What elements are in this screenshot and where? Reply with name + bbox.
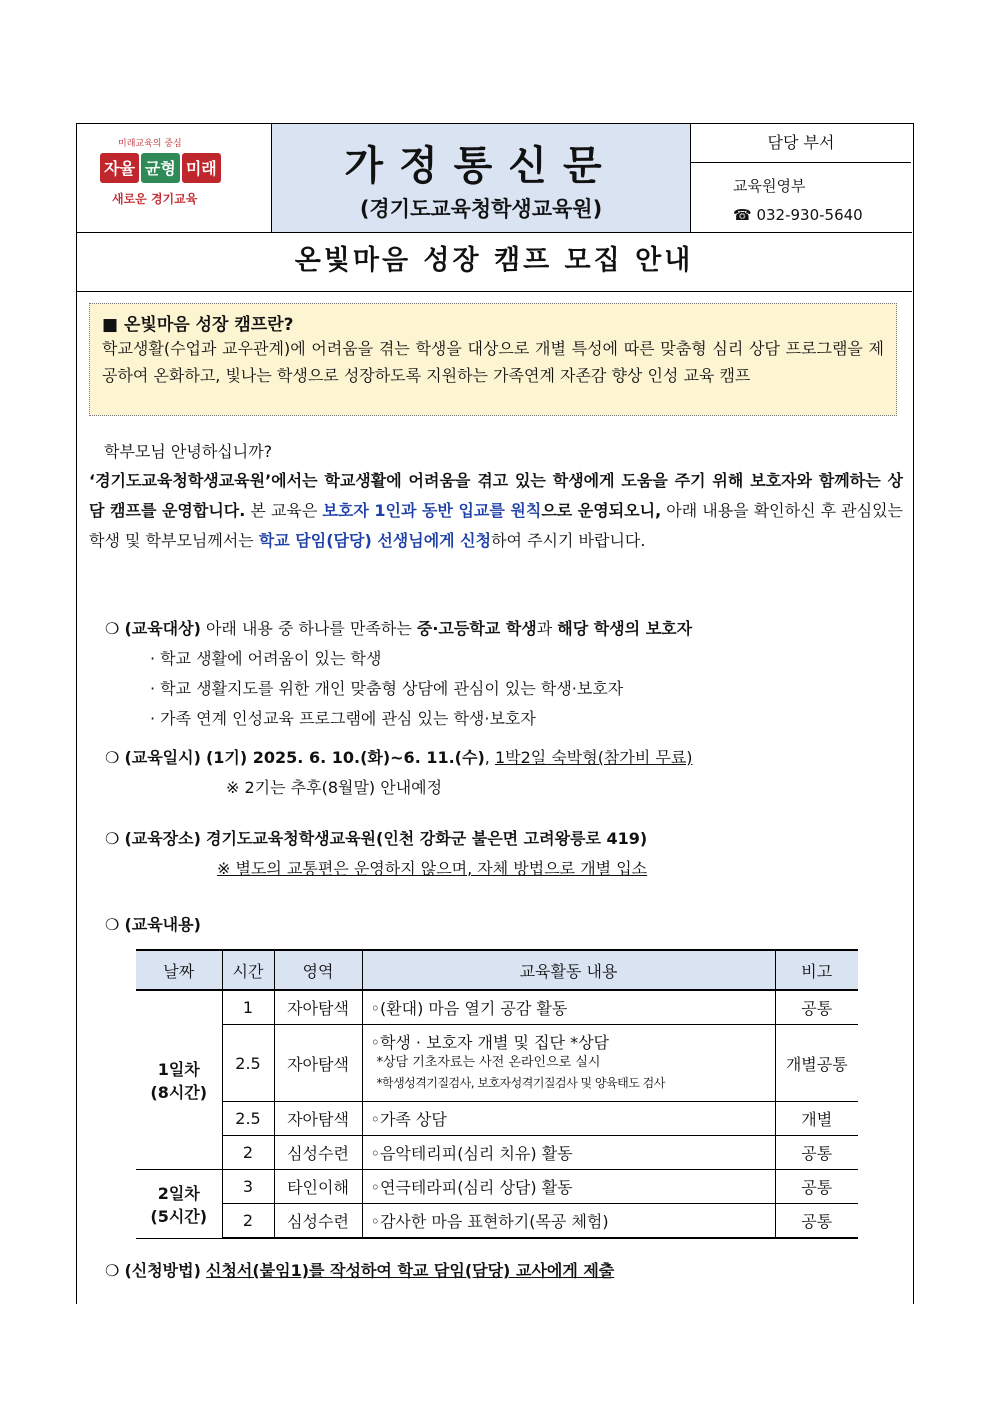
table-row bbox=[136, 990, 858, 1025]
logo-word: 미래 bbox=[182, 153, 221, 183]
target-item: · 학교 생활지도를 위한 개인 맞춤형 상담에 관심이 있는 학생·보호자 bbox=[150, 679, 624, 698]
bullet-icon: ❍ bbox=[105, 915, 120, 934]
schedule-section bbox=[105, 745, 693, 768]
logo-word: 균형 bbox=[141, 153, 180, 183]
content-cell: ◦음악테리피(심리 치유) 활동 bbox=[362, 1136, 775, 1170]
note-cell: 공통 bbox=[775, 1136, 858, 1170]
letter-subtitle: (경기도교육청학생교육원) bbox=[359, 197, 603, 221]
table-row bbox=[136, 1025, 858, 1102]
intro-text: 하여 주시기 바랍니다. bbox=[491, 531, 646, 550]
area-cell: 자아탐색 bbox=[274, 1102, 362, 1136]
time-cell: 3 bbox=[222, 1170, 274, 1204]
dept-phone: ☎ 032-930-5640 bbox=[733, 206, 863, 224]
place-section bbox=[105, 826, 647, 849]
time-cell: 2.5 bbox=[222, 1102, 274, 1136]
table-row bbox=[136, 1136, 858, 1170]
content-cell: ◦(환대) 마음 열기 공감 활동 bbox=[362, 990, 775, 1025]
content-line: *상담 기초자료는 사전 온라인으로 실시 bbox=[376, 1055, 601, 1070]
target-emph: 해당 학생의 보호자 bbox=[557, 619, 693, 638]
schedule-label: (교육일시) bbox=[124, 748, 201, 767]
content-cell: ◦가족 상담 bbox=[362, 1102, 775, 1136]
content-label: (교육내용) bbox=[124, 915, 201, 934]
content-cell: ◦감사한 마음 표현하기(목공 체험) bbox=[362, 1204, 775, 1239]
area-cell: 타인이해 bbox=[274, 1170, 362, 1204]
day-label: 1일차 bbox=[157, 1060, 200, 1079]
schedule-date: (1기) 2025. 6. 10.(화)~6. 11.(수) bbox=[205, 748, 485, 767]
dept-label: 담당 부서 bbox=[691, 124, 911, 163]
table-header: 영역 bbox=[274, 950, 362, 990]
area-cell: 심성수련 bbox=[274, 1204, 362, 1239]
schedule-table bbox=[136, 949, 858, 1239]
schedule-type: 1박2일 숙박형(참가비 무료) bbox=[494, 748, 693, 767]
day-hours: (8시간) bbox=[150, 1083, 208, 1102]
content-cell bbox=[362, 1025, 775, 1102]
logo-subtitle: 새로운 경기교육 bbox=[112, 192, 198, 206]
table-header: 교육활동 내용 bbox=[362, 950, 775, 990]
time-cell: 2 bbox=[222, 1204, 274, 1239]
target-section bbox=[105, 616, 692, 639]
bullet-icon: ❍ bbox=[105, 829, 120, 848]
logo-tagline: 미래교육의 중심 bbox=[118, 139, 182, 149]
bullet-icon: ❍ bbox=[105, 1261, 120, 1280]
schedule-note: ※ 2기는 추후(8월말) 안내예정 bbox=[226, 778, 443, 797]
apply-label: (신청방법) bbox=[124, 1261, 201, 1280]
place-text: 경기도교육청학생교육원(인천 강화군 불은면 고려왕릉로 419) bbox=[205, 829, 648, 848]
logo bbox=[76, 124, 272, 232]
intro-text: 아래 내용을 확인하신 후 관심있는 학생 및 학부모님께서는 bbox=[89, 501, 903, 550]
place-note: ※ 별도의 교통편은 운영하지 않으며, 자체 방법으로 개별 입소 bbox=[217, 859, 648, 878]
dept-name: 교육원영부 bbox=[733, 177, 806, 195]
table-header: 시간 bbox=[222, 950, 274, 990]
schedule-comma: , bbox=[484, 748, 490, 767]
target-label: (교육대상) bbox=[124, 619, 201, 638]
day-cell bbox=[136, 1170, 222, 1239]
content-line: ◦학생 · 보호자 개별 및 집단 *상담 bbox=[370, 1033, 610, 1052]
department-block bbox=[691, 124, 911, 232]
area-cell: 자아탐색 bbox=[274, 1025, 362, 1102]
notice-heading: ■ 온빛마음 성장 캠프란? bbox=[102, 315, 294, 335]
note-cell: 공통 bbox=[775, 1204, 858, 1239]
intro-text: 본 교육은 bbox=[245, 501, 323, 520]
bullet-icon: ❍ bbox=[105, 748, 120, 767]
content-line: *학생성격기질검사, 보호자성격기질검사 및 양육태도 검사 bbox=[376, 1076, 665, 1090]
letter-header bbox=[76, 123, 912, 233]
apply-section bbox=[105, 1258, 614, 1281]
table-header: 비고 bbox=[775, 950, 858, 990]
intro-bold: ‘경기도교육청학생교육원’에서는 학교생활에 어려움을 겪고 있는 학생에게 도움을 주기 위해 보호자와 함께하는 상담 캠프를 운영합니다. bbox=[89, 471, 903, 520]
note-cell: 공통 bbox=[775, 1170, 858, 1204]
intro-paragraph bbox=[89, 466, 903, 556]
intro-highlight: 보호자 1인과 동반 입교를 원칙 bbox=[322, 501, 542, 520]
bullet-icon: ❍ bbox=[105, 619, 120, 638]
note-cell: 개별공통 bbox=[775, 1025, 858, 1102]
table-row bbox=[136, 1102, 858, 1136]
target-emph: 중·고등학교 학생 bbox=[416, 619, 537, 638]
target-text: 아래 내용 중 하나를 만족하는 bbox=[200, 619, 417, 638]
day-hours: (5시간) bbox=[150, 1206, 208, 1226]
intro-text-bold: 으로 운영되오니, bbox=[541, 501, 662, 520]
place-label: (교육장소) bbox=[124, 829, 201, 848]
logo-word: 자율 bbox=[100, 153, 139, 183]
apply-text: 신청서(붙임1)를 작성하여 학교 담임(담당) 교사에게 제출 bbox=[205, 1261, 615, 1280]
target-text: 과 bbox=[536, 619, 558, 638]
area-cell: 심성수련 bbox=[274, 1136, 362, 1170]
time-cell: 2.5 bbox=[222, 1025, 274, 1102]
table-row bbox=[136, 1204, 858, 1239]
letter-title: 가정통신문 bbox=[344, 143, 618, 189]
intro-highlight: 학교 담임(담당) 선생님에게 신청 bbox=[258, 531, 492, 550]
table-header: 날짜 bbox=[136, 950, 222, 990]
title-block bbox=[272, 124, 691, 232]
target-item: · 학교 생활에 어려움이 있는 학생 bbox=[150, 649, 382, 668]
content-cell: ◦연극테라피(심리 상담) 활동 bbox=[362, 1170, 775, 1204]
content-section bbox=[105, 912, 201, 935]
notice-body: 학교생활(수업과 교우관계)에 어려움을 겪는 학생을 대상으로 개별 특성에 따른 맞춤형 심리 상담 프로그램을 제공하여 온화하고, 빛나는 학생으로 성장하도록 지원하는 가족연계 자존감 향상 인성 교육 캠프 bbox=[102, 339, 884, 385]
logo-words bbox=[100, 153, 221, 183]
greeting: 학부모님 안녕하십니까? bbox=[104, 442, 273, 461]
notice-box bbox=[89, 303, 897, 416]
note-cell: 공통 bbox=[775, 990, 858, 1025]
time-cell: 1 bbox=[222, 990, 274, 1025]
table-row bbox=[136, 1170, 858, 1204]
document-title: 온빛마음 성장 캠프 모집 안내 bbox=[76, 233, 912, 292]
note-cell: 개별 bbox=[775, 1102, 858, 1136]
day-cell bbox=[136, 990, 222, 1170]
area-cell: 자아탐색 bbox=[274, 990, 362, 1025]
day-label: 2일차 bbox=[157, 1183, 200, 1203]
time-cell: 2 bbox=[222, 1136, 274, 1170]
table-header-row bbox=[136, 950, 858, 990]
target-item: · 가족 연계 인성교육 프로그램에 관심 있는 학생·보호자 bbox=[150, 709, 536, 728]
